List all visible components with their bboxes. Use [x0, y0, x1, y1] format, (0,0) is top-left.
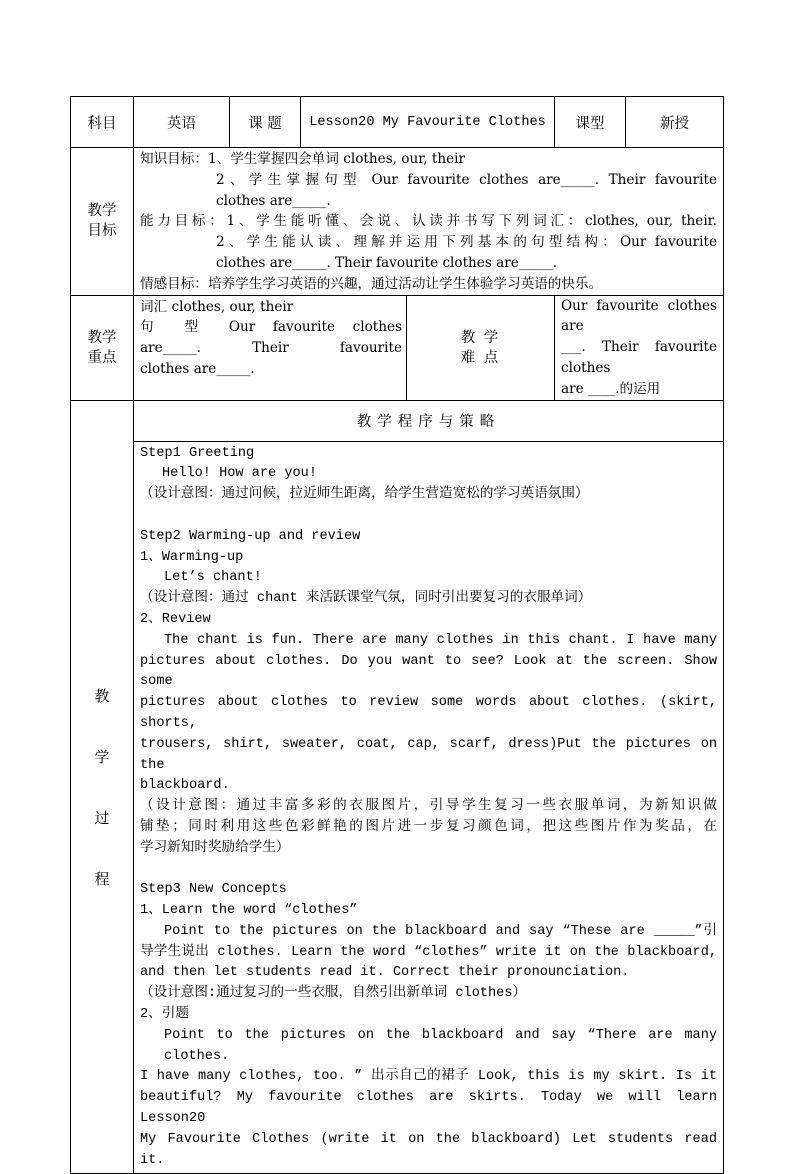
process-line: I have many clothes, too. ” 出示自己的裙子 Look, this is my skirt. Is it — [140, 1069, 718, 1085]
type-label: 课型 — [555, 97, 626, 148]
objective-line: 2、学生掌握句型 Our favourite clothes are_____. Their favourite — [216, 171, 718, 188]
objectives-row — [71, 148, 724, 296]
process-line: Point to the pictures on the blackboard and say “These are _____”引 — [164, 923, 718, 939]
process-label-char: 教 — [94, 687, 110, 705]
process-line: My Favourite Clothes (write it on the blackboard) Let students read it. — [140, 1131, 718, 1168]
process-line: beautiful? My favourite clothes are skirts. Today we will learn Lesson20 — [140, 1090, 718, 1127]
objective-line: clothes are_____. — [216, 192, 331, 209]
keypoint-line: are_____. Their favourite — [140, 340, 402, 357]
objectives-label — [71, 148, 134, 296]
process-line: and then let students read it. Correct their pronounciation. — [140, 965, 630, 981]
difficulty-line: are ____.的运用 — [561, 380, 661, 397]
process-line: 2、Review — [140, 611, 211, 627]
process-line: blackboard. — [140, 778, 230, 794]
process-line: 学习新知时奖励给学生） — [140, 840, 290, 856]
difficulty-line: ___. Their favourite clothes — [561, 339, 718, 376]
difficulties-label — [407, 295, 555, 400]
objective-line: 2、学生能认读、理解并运用下列基本的句型结构：Our favourite — [216, 234, 718, 251]
process-line: Step2 Warming-up and review — [140, 528, 361, 544]
keypoints-row — [71, 295, 724, 400]
process-line: （设计意图：通过 chant 来活跃课堂气氛，同时引出要复习的衣服单词） — [140, 591, 592, 607]
keypoint-line: clothes are_____. — [140, 360, 255, 377]
process-line: 1、Learn the word “clothes” — [140, 903, 358, 919]
process-label-char: 学 — [94, 748, 110, 766]
process-label-char: 程 — [94, 870, 110, 888]
process-line: The chant is fun. There are many clothes in this chant. I have many — [164, 632, 718, 648]
process-row — [71, 441, 724, 1174]
objective-line: clothes are_____. Their favourite clothes are_____. — [216, 254, 558, 271]
strategy-title-row — [71, 400, 724, 441]
objective-line: 知识目标：1、学生掌握四会单词 clothes, our, their — [140, 151, 466, 167]
process-line: （设计意图：通过问候，拉近师生距离，给学生营造宽松的学习英语氛围） — [140, 487, 589, 503]
process-label-char: 过 — [94, 809, 110, 827]
keypoints-label-line2: 重点 — [87, 349, 117, 366]
difficulties-label-line1: 教 学 — [460, 329, 501, 346]
process-line: Hello! How are you! — [162, 466, 317, 482]
process-line: trousers, shirt, sweater, coat, cap, scarf, dress)Put the pictures on the — [140, 736, 718, 773]
objectives-content — [134, 148, 724, 296]
difficulties-content — [555, 295, 724, 400]
process-line: Let’s chant! — [164, 570, 262, 586]
blank-line — [140, 860, 717, 881]
objectives-label-line1: 教学 — [87, 203, 117, 220]
keypoints-label-line1: 教学 — [87, 329, 117, 346]
process-line: Step3 New Concepts — [140, 882, 287, 898]
process-line: pictures about clothes to review some words about clothes. (skirt, shorts, — [140, 695, 718, 731]
type-value: 新授 — [626, 97, 724, 148]
subject-value: 英语 — [134, 97, 230, 148]
difficulties-label-line2: 难 点 — [460, 349, 501, 366]
keypoints-content — [134, 295, 407, 400]
blank-line — [140, 506, 717, 527]
process-line: 2、引题 — [140, 1007, 189, 1023]
lesson-plan-table — [70, 96, 724, 1174]
topic-value: Lesson20 My Favourite Clothes — [301, 97, 555, 148]
topic-label: 课 题 — [230, 97, 301, 148]
objectives-label-line2: 目标 — [87, 223, 117, 240]
header-row — [71, 97, 724, 148]
keypoints-label — [71, 295, 134, 400]
subject-label: 科目 — [71, 97, 134, 148]
strategy-title: 教学程序与策略 — [134, 400, 724, 441]
process-lines — [134, 442, 723, 1174]
process-line: （设计意图:通过复习的一些衣服，自然引出新单词 clothes） — [140, 986, 527, 1002]
keypoint-line: 词汇 clothes, our, their — [140, 298, 294, 315]
keypoint-line: 句 型 Our favourite clothes — [140, 319, 402, 336]
process-line: pictures about clothes. Do you want to see? Look at the screen. Show some — [140, 653, 718, 690]
objective-line: 情感目标：培养学生学习英语的兴趣，通过活动让学生体验学习英语的快乐。 — [140, 275, 603, 292]
process-content — [134, 441, 724, 1174]
process-line: Point to the pictures on the blackboard and say “There are many clothes. — [164, 1027, 718, 1064]
objective-line: 能力目标：1、学生能听懂、会说、认读并书写下列词汇：clothes, our, their. — [140, 213, 718, 230]
process-line: Step1 Greeting — [140, 445, 255, 461]
process-line: 铺垫；同时利用这些色彩鲜艳的图片进一步复习颜色词，把这些图片作为奖品，在 — [140, 819, 718, 835]
process-label — [71, 400, 134, 1174]
difficulty-line: Our favourite clothes are — [561, 297, 718, 335]
process-line: 1、Warming-up — [140, 549, 244, 565]
process-line: （设计意图：通过丰富多彩的衣服图片，引导学生复习一些衣服单词，为新知识做 — [140, 799, 718, 815]
process-line: 导学生说出 clothes. Learn the word “clothes” write it on the blackboard, — [140, 944, 718, 960]
